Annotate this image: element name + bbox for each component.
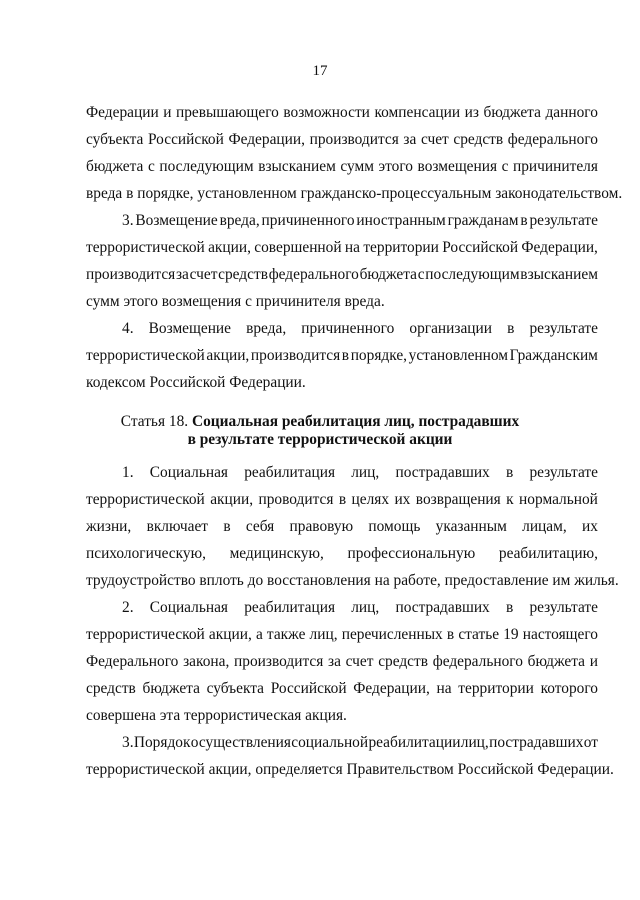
word: реабилитации — [368, 734, 461, 751]
word: в — [505, 599, 514, 616]
word: настоящего — [522, 626, 598, 643]
word: счет — [345, 653, 374, 670]
paragraph-line — [86, 347, 598, 365]
word: средств — [218, 266, 268, 283]
word: данного — [545, 104, 598, 121]
word: в — [520, 212, 528, 229]
word: сумм — [340, 158, 374, 175]
paragraph-line: террористической акции, определяется Правительством Российской Федерации. — [86, 761, 614, 778]
word: установленном — [408, 347, 509, 364]
word: федерального — [432, 653, 523, 670]
word: за — [175, 266, 189, 283]
word: взысканием — [520, 266, 598, 283]
word: производится — [250, 347, 341, 364]
word: правовую — [289, 518, 354, 535]
word: в — [338, 491, 347, 508]
word: лиц, — [460, 734, 489, 751]
word: 4. — [122, 320, 134, 337]
paragraph-line — [122, 212, 598, 230]
word: реабилитация — [244, 599, 336, 616]
word: субъекта — [206, 680, 264, 697]
word: бюджета — [359, 266, 417, 283]
word: возвращения — [415, 491, 501, 508]
word: в — [507, 320, 515, 337]
word: вреда, — [219, 212, 260, 229]
word: жизни, — [86, 518, 132, 535]
word: федерального — [507, 131, 598, 148]
word: перечисленных — [341, 626, 443, 643]
word: на — [344, 239, 360, 256]
word: 3. — [122, 212, 134, 229]
word: за — [328, 653, 341, 670]
word: Федерации, — [353, 680, 430, 697]
word: включает — [146, 518, 209, 535]
word: целях — [351, 491, 390, 508]
word: возмещения — [417, 158, 498, 175]
word: Федерации, — [228, 131, 305, 148]
paragraph-line — [122, 320, 598, 338]
paragraph-line: совершена эта террористическая акция. — [86, 707, 347, 724]
word: превышающего — [176, 104, 279, 121]
article-heading-line2 — [0, 431, 640, 449]
word: к — [506, 491, 514, 508]
paragraph-line — [122, 464, 598, 482]
paragraph-line: вреда в порядке, установленном гражданско-процессуальным законодательством. — [86, 185, 623, 202]
word: бюджета — [86, 158, 144, 175]
word: в — [223, 518, 231, 535]
word: пострадавших — [489, 734, 584, 751]
word: указанным — [435, 518, 507, 535]
paragraph-line — [86, 131, 598, 149]
word: федерального — [268, 266, 359, 283]
word: с — [501, 158, 509, 175]
word: средств — [378, 653, 428, 670]
word: Возмещение — [135, 212, 218, 229]
paragraph-line — [86, 104, 598, 122]
word: лиц, — [351, 599, 380, 616]
word: территории — [458, 680, 534, 697]
word: результате — [529, 320, 598, 337]
paragraph-line — [86, 545, 598, 563]
word: территории — [363, 239, 439, 256]
word: пострадавших — [395, 599, 490, 616]
word: 2. — [122, 599, 134, 616]
word: Российской — [147, 131, 224, 148]
word: 1. — [122, 464, 134, 481]
word: с — [417, 266, 425, 283]
page-number: 17 — [312, 63, 328, 79]
word: Возмещение — [148, 320, 232, 337]
word: причиненного — [301, 320, 395, 337]
word: Российской — [442, 239, 519, 256]
word: средств — [453, 131, 504, 148]
article-title-line1: Социальная реабилитация лиц, пострадавших — [191, 413, 520, 430]
word: Российской — [270, 680, 347, 697]
word: бюджета — [483, 104, 541, 121]
word: результате — [529, 464, 598, 481]
word: террористической — [86, 347, 205, 364]
paragraph-line — [86, 239, 598, 257]
word: нормальной — [519, 491, 598, 508]
word: статье — [458, 626, 500, 643]
word: причинителя — [513, 158, 598, 175]
word: лиц, — [351, 464, 380, 481]
word: акции, — [208, 239, 251, 256]
paragraph-line — [86, 653, 598, 671]
word: производится — [86, 266, 176, 283]
word: совершенной — [254, 239, 342, 256]
word: возможности — [283, 104, 370, 121]
word: Федерации — [86, 104, 159, 121]
word: иностранным — [356, 212, 446, 229]
paragraph-line: кодексом Российской Федерации. — [86, 374, 306, 391]
word: Федерации, — [521, 239, 598, 256]
paragraph-line — [122, 734, 598, 752]
article-title-line2: в результате террористической акции — [187, 431, 453, 448]
word: средств — [86, 680, 136, 697]
article-label: Статья 18. — [120, 413, 189, 430]
paragraph-line — [86, 491, 598, 509]
word: за — [403, 131, 417, 148]
word: последующим — [159, 158, 254, 175]
word: психологическую, — [86, 545, 206, 562]
word: счет — [420, 131, 449, 148]
word: бюджета — [527, 653, 586, 670]
article-heading — [0, 413, 640, 431]
paragraph-line — [86, 626, 598, 644]
word: организации — [409, 320, 493, 337]
word: медицинскую, — [229, 545, 324, 562]
word: Социальная — [149, 464, 228, 481]
word: их — [394, 491, 411, 508]
word: компенсации — [374, 104, 461, 121]
word: проводится — [258, 491, 334, 508]
paragraph-line: сумм этого возмещения с причинителя вреда. — [86, 293, 385, 310]
word: социальной — [291, 734, 369, 751]
word: Порядок — [133, 734, 191, 751]
word: Федерального — [86, 653, 179, 670]
word: которого — [540, 680, 598, 697]
word: в — [446, 626, 455, 643]
word: производится — [309, 131, 399, 148]
word: акции, — [206, 347, 250, 364]
paragraph-line — [86, 266, 598, 284]
word: лиц, — [309, 626, 338, 643]
word: пострадавших — [395, 464, 490, 481]
word: результате — [529, 599, 598, 616]
word: из — [464, 104, 479, 121]
word: реабилитацию, — [498, 545, 598, 562]
word: с — [147, 158, 155, 175]
word: террористической — [86, 491, 205, 508]
paragraph-line: трудоустройство вплоть до восстановления на работе, предоставление им жилья. — [86, 572, 619, 589]
word: их — [582, 518, 598, 535]
word: себя — [245, 518, 275, 535]
word: Гражданским — [509, 347, 598, 364]
word: бюджета — [142, 680, 200, 697]
word: акции, — [210, 491, 254, 508]
word: счет — [189, 266, 218, 283]
word: субъекта — [86, 131, 144, 148]
word: террористической — [86, 626, 205, 643]
word: на — [436, 680, 452, 697]
word: и — [163, 104, 172, 121]
paragraph-line — [86, 158, 598, 176]
word: порядке, — [350, 347, 407, 364]
word: производится — [234, 653, 324, 670]
word: в — [505, 464, 514, 481]
word: 19 — [503, 626, 519, 643]
word: и — [589, 653, 598, 670]
word: результате — [529, 212, 598, 229]
word: взысканием — [258, 158, 336, 175]
word: в — [341, 347, 350, 364]
word: этого — [378, 158, 413, 175]
word: акции, — [208, 626, 252, 643]
word: закона, — [183, 653, 230, 670]
word: осуществления — [190, 734, 291, 751]
word: вреда, — [246, 320, 287, 337]
word: помощь — [368, 518, 421, 535]
word: Социальная — [149, 599, 228, 616]
word: а — [255, 626, 263, 643]
word: лицам, — [522, 518, 567, 535]
paragraph-line — [122, 599, 598, 617]
word: гражданам — [447, 212, 519, 229]
word: причиненного — [261, 212, 355, 229]
word: 3. — [122, 734, 134, 751]
paragraph-line — [86, 518, 598, 536]
word: последующим — [425, 266, 520, 283]
word: реабилитация — [244, 464, 336, 481]
word: также — [266, 626, 306, 643]
word: профессиональную — [347, 545, 476, 562]
paragraph-line — [86, 680, 598, 698]
word: террористической — [86, 239, 205, 256]
word: от — [583, 734, 598, 751]
